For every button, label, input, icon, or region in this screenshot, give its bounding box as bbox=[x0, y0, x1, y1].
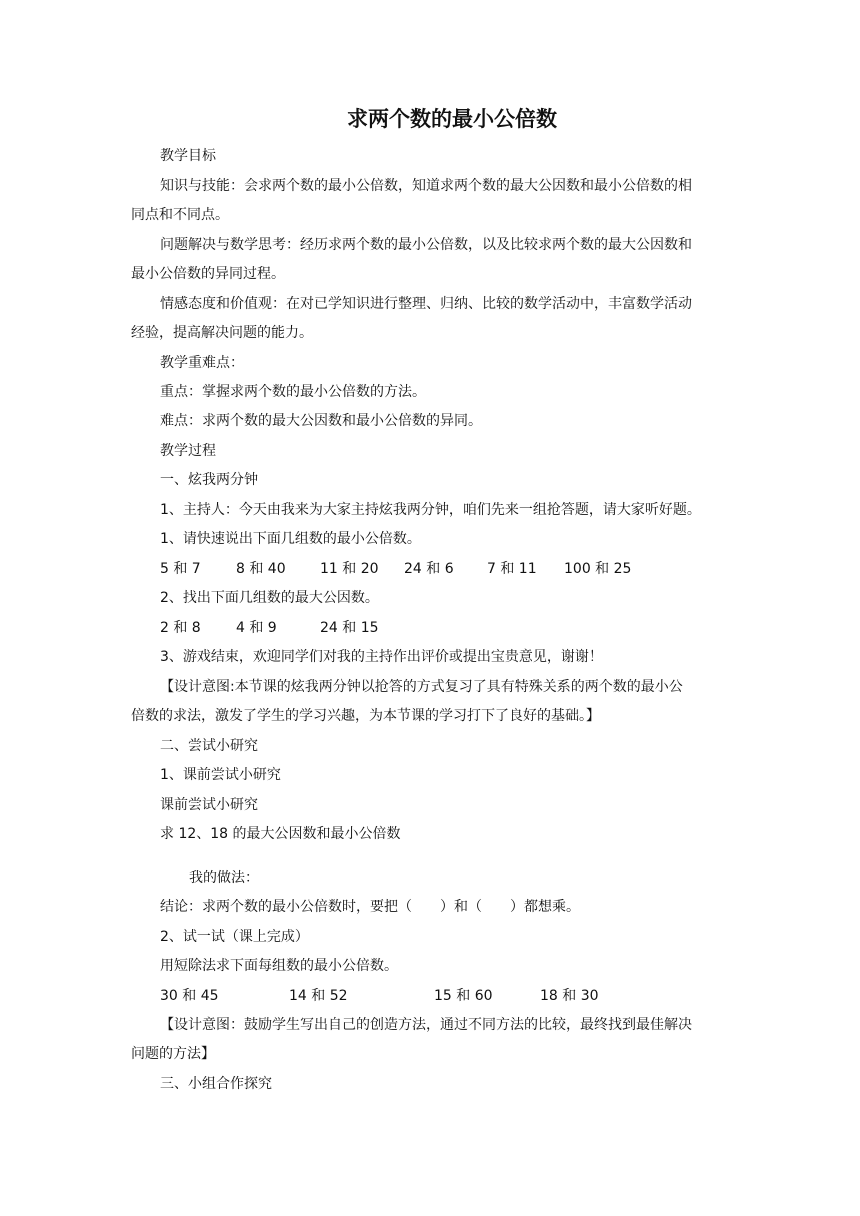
number-pair: 2 和 8 bbox=[160, 620, 201, 636]
paragraph-line: 问题解决与数学思考：经历求两个数的最小公倍数，以及比较求两个数的最大公因数和 bbox=[160, 237, 692, 253]
paragraph-line: 3、游戏结束，欢迎同学们对我的主持作出评价或提出宝贵意见，谢谢！ bbox=[160, 649, 603, 665]
design-intent-line: 倍数的求法，激发了学生的学习兴趣，为本节课的学习打下了良好的基础。】 bbox=[131, 708, 600, 724]
lcm-pairs-row bbox=[160, 559, 720, 579]
paragraph-line: 1、主持人：今天由我来为大家主持炫我两分钟，咱们先来一组抢答题，请大家听好题。 bbox=[160, 502, 701, 518]
paragraph-line: 2、试一试（课上完成） bbox=[160, 929, 309, 945]
number-pair: 18 和 30 bbox=[540, 988, 599, 1004]
number-pair: 24 和 15 bbox=[320, 620, 379, 636]
design-intent-line: 【设计意图：鼓励学生写出自己的创造方法，通过不同方法的比较，最终找到最佳解决 bbox=[160, 1017, 692, 1033]
number-pair: 4 和 9 bbox=[236, 620, 277, 636]
heading-teaching-process: 教学过程 bbox=[160, 443, 216, 459]
design-intent-line: 【设计意图:本节课的炫我两分钟以抢答的方式复习了具有特殊关系的两个数的最小公 bbox=[160, 679, 683, 695]
paragraph-line: 求 12、18 的最大公因数和最小公倍数 bbox=[160, 826, 401, 842]
number-pair: 14 和 52 bbox=[289, 988, 348, 1004]
paragraph-line: 1、课前尝试小研究 bbox=[160, 767, 281, 783]
paragraph-line: 2、找出下面几组数的最大公因数。 bbox=[160, 590, 379, 606]
number-pair: 24 和 6 bbox=[404, 561, 454, 577]
paragraph-line: 用短除法求下面每组数的最小公倍数。 bbox=[160, 958, 398, 974]
number-pair: 100 和 25 bbox=[564, 561, 632, 577]
paragraph-line: 同点和不同点。 bbox=[131, 207, 229, 223]
section-heading: 二、尝试小研究 bbox=[160, 738, 258, 754]
paragraph-line: 难点：求两个数的最大公因数和最小公倍数的异同。 bbox=[160, 413, 482, 429]
paragraph-line: 知识与技能：会求两个数的最小公倍数，知道求两个数的最大公因数和最小公倍数的相 bbox=[160, 178, 692, 194]
paragraph-line: 结论：求两个数的最小公倍数时，要把（ ）和（ ）都想乘。 bbox=[160, 899, 580, 915]
paragraph-line: 1、请快速说出下面几组数的最小公倍数。 bbox=[160, 531, 421, 547]
paragraph-line: 情感态度和价值观：在对已学知识进行整理、归纳、比较的数学活动中，丰富数学活动 bbox=[160, 296, 692, 312]
heading-key-points: 教学重难点： bbox=[160, 355, 244, 371]
document-title: 求两个数的最小公倍数 bbox=[347, 107, 557, 131]
number-pair: 15 和 60 bbox=[434, 988, 493, 1004]
number-pair: 11 和 20 bbox=[320, 561, 379, 577]
number-pair: 8 和 40 bbox=[236, 561, 286, 577]
paragraph-line: 最小公倍数的异同过程。 bbox=[131, 266, 285, 282]
design-intent-line: 问题的方法】 bbox=[131, 1046, 215, 1062]
paragraph-line: 我的做法： bbox=[189, 870, 259, 886]
section-heading: 三、小组合作探究 bbox=[160, 1076, 272, 1092]
section-heading: 一、炫我两分钟 bbox=[160, 472, 258, 488]
number-pair: 30 和 45 bbox=[160, 988, 219, 1004]
paragraph-line: 课前尝试小研究 bbox=[160, 797, 258, 813]
paragraph-line: 经验，提高解决问题的能力。 bbox=[131, 325, 313, 341]
paragraph-line: 重点：掌握求两个数的最小公倍数的方法。 bbox=[160, 384, 426, 400]
trial-pairs-row bbox=[160, 986, 660, 1006]
number-pair: 5 和 7 bbox=[160, 561, 201, 577]
heading-teaching-goals: 教学目标 bbox=[160, 148, 216, 164]
gcf-pairs-row bbox=[160, 618, 460, 638]
number-pair: 7 和 11 bbox=[487, 561, 537, 577]
